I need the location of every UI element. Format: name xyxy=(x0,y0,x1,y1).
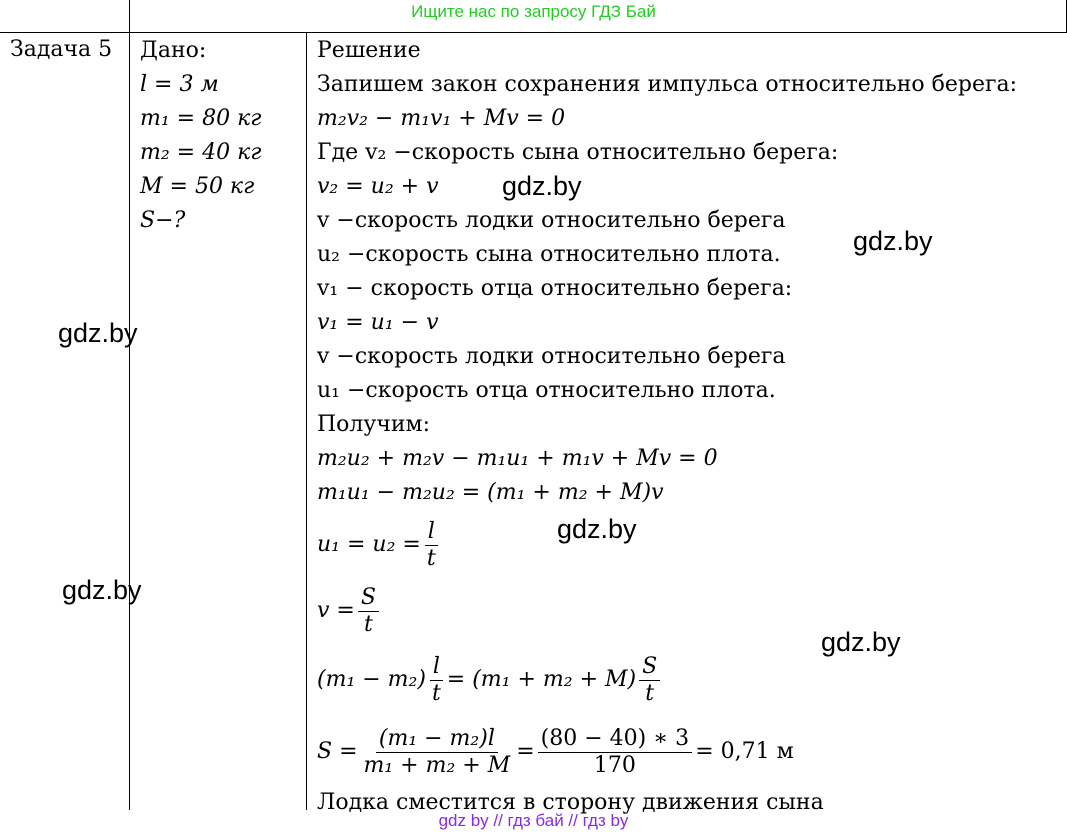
fraction-denominator: 170 xyxy=(593,752,636,778)
watermark: gdz.by xyxy=(58,318,138,348)
fraction-2-left: v = xyxy=(317,598,355,623)
solution-header: Решение xyxy=(317,38,421,63)
fraction-symbolic xyxy=(361,726,514,779)
fraction-numerator: (80 − 40) ∗ 3 xyxy=(538,726,693,753)
fraction-s-over-t xyxy=(358,585,379,638)
equation-combined xyxy=(317,644,1062,716)
fraction-l-over-t xyxy=(429,654,444,707)
given-mass-father: m₁ = 80 кг xyxy=(140,106,262,131)
task-label: Задача 5 xyxy=(10,37,113,62)
fraction-numerator: S xyxy=(639,654,660,681)
fraction-denominator: t xyxy=(645,680,655,706)
fraction-denominator: t xyxy=(426,545,436,571)
watermark: gdz.by xyxy=(502,171,582,201)
fraction-3-left: (m₁ − m₂) xyxy=(317,667,426,692)
watermark: gdz.by xyxy=(853,226,933,256)
watermark: gdz.by xyxy=(62,575,142,605)
solution-line-7: v₁ − скорость отца относительно берега: xyxy=(317,276,793,301)
given-mass-boat: M = 50 кг xyxy=(140,174,255,199)
final-left: S = xyxy=(317,739,358,764)
watermark: gdz.by xyxy=(821,627,901,657)
given-column xyxy=(140,36,300,240)
equation-rearranged: m₁u₁ − m₂u₂ = (m₁ + m₂ + M)v xyxy=(317,480,664,505)
solution-column xyxy=(317,36,1062,822)
fraction-numerator: S xyxy=(358,585,379,612)
given-mass-son: m₂ = 40 кг xyxy=(140,140,262,165)
solution-line-6: u₂ −скорость сына относительно плота. xyxy=(317,242,781,267)
footer-watermark: gdz by // гдз бай // гдз by xyxy=(438,811,629,830)
fraction-numeric xyxy=(538,726,693,779)
solution-line-3: Где v₂ −скорость сына относительно берега: xyxy=(317,140,839,165)
fraction-denominator: t xyxy=(363,611,373,637)
fraction-denominator: m₁ + m₂ + M xyxy=(363,752,511,778)
final-result: = 0,71 м xyxy=(695,739,794,764)
top-banner: Ищите нас по запросу ГДЗ Бай xyxy=(411,2,656,21)
solution-line-5: v −скорость лодки относительно берега xyxy=(317,208,786,233)
given-unknown: S−? xyxy=(140,208,186,233)
given-header: Дано: xyxy=(140,38,207,63)
fraction-3-mid: = (m₁ + m₂ + M) xyxy=(446,667,637,692)
fraction-numerator: l xyxy=(430,654,443,681)
given-length: l = 3 м xyxy=(140,72,219,97)
equation-v1: v₁ = u₁ − v xyxy=(317,310,439,335)
final-equals: = xyxy=(516,739,535,764)
fraction-1-left: u₁ = u₂ = xyxy=(317,532,421,557)
table-column-divider-2 xyxy=(306,33,307,810)
solution-line-11: Получим: xyxy=(317,412,431,437)
equation-momentum: m₂v₂ − m₁v₁ + Mv = 0 xyxy=(317,106,566,131)
fraction-s-over-t xyxy=(639,654,660,707)
equation-v2: v₂ = u₂ + v xyxy=(317,174,439,199)
fraction-denominator: t xyxy=(431,680,441,706)
watermark: gdz.by xyxy=(557,514,637,544)
solution-line-9: v −скорость лодки относительно берега xyxy=(317,344,786,369)
conclusion: Лодка сместится в сторону движения сына xyxy=(317,790,824,815)
fraction-numerator: l xyxy=(425,519,438,546)
equation-v-fraction xyxy=(317,578,1062,644)
fraction-l-over-t xyxy=(424,519,439,572)
fraction-numerator: (m₁ − m₂)l xyxy=(376,726,498,753)
equation-final xyxy=(317,716,1062,788)
solution-line-10: u₁ −скорость отца относительно плота. xyxy=(317,378,776,403)
table-top-border xyxy=(0,32,1067,33)
equation-expanded: m₂u₂ + m₂v − m₁u₁ + m₁v + Mv = 0 xyxy=(317,446,718,471)
table-column-divider-1 xyxy=(129,0,130,810)
equation-u-fraction xyxy=(317,512,1062,578)
solution-line-1: Запишем закон сохранения импульса относительно берега: xyxy=(317,72,1018,97)
